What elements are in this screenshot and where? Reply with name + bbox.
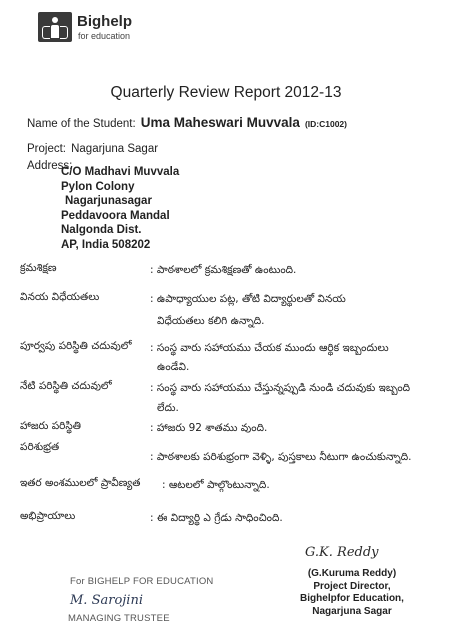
review-key: వినయ విధేయతలు [20, 291, 100, 303]
address-line: Nalgonda Dist. [61, 224, 142, 237]
address-line: C/O Madhavi Muvvala [61, 166, 180, 178]
review-value-cont: లేదు. [157, 402, 179, 414]
director-signature: G.K. Reddy [305, 545, 379, 560]
review-value: : సంస్థ వారు సహాయము చేయక ముందు ఆర్థిక ఇబ్బందులు [150, 342, 389, 354]
review-value: : సంస్థ వారు సహాయము చేస్తున్నప్పుడి నుండి చదువుకు ఇబ్బంది [150, 382, 411, 394]
project-row [27, 137, 158, 156]
review-value: : హాజరు 92 శాతము వుంది. [150, 422, 268, 434]
review-key: పరిశుభ్రత [20, 441, 60, 453]
student-name: Uma Maheswari Muvvala [140, 115, 300, 130]
review-key: పూర్వపు పరిస్థితి చదువులో [20, 340, 132, 352]
report-title: Quarterly Review Report 2012-13 [110, 84, 342, 101]
director-place: Nagarjuna Sagar [312, 605, 392, 617]
trustee-signature: M. Sarojini [70, 593, 143, 608]
director-block [292, 568, 412, 618]
review-value: : పాఠశాలలో క్రమశిక్షణతో ఉంటుంది. [150, 264, 297, 276]
student-name-label: Name of the Student: [27, 118, 136, 130]
address-line: AP, India 508202 [61, 238, 151, 251]
review-value: : ఆటలలో పాల్గొంటున్నాది. [162, 479, 270, 491]
address-block [61, 165, 179, 253]
review-key: క్రమశిక్షణ [20, 262, 57, 274]
review-key: హాజరు పరిస్థితి [20, 420, 81, 432]
review-key: నేటి పరిస్థితి చదువులో [20, 380, 112, 392]
student-id: (ID:C1002) [304, 119, 347, 129]
review-value-cont: ఉండేవి. [157, 361, 190, 373]
review-key: ఇతర అంశములలో ప్రావీణ్యత [20, 477, 141, 489]
project-label: Project: [27, 143, 66, 155]
review-value: : ఉపాధ్యాయుల పట్ల, తోటి విద్యార్థులతో వినయ [150, 293, 346, 305]
address-line: Pylon Colony [61, 180, 135, 193]
brand-name: Bighelp [77, 13, 132, 30]
review-value: : పాఠశాలకు పరిశుభ్రంగా వెళ్ళి, పుస్తకాలు నీటుగా ఉంచుకున్నాది. [150, 451, 412, 463]
brand-tagline: for education [78, 31, 131, 41]
director-org: Bighelpfor Education, [300, 593, 404, 604]
address-line: Nagarjunasagar [65, 195, 152, 208]
trustee-role: MANAGING TRUSTEE [68, 613, 170, 624]
director-name: (G.Kuruma Reddy) [307, 568, 397, 579]
address-line: Peddavoora Mandal [61, 209, 170, 222]
trustee-org: For BIGHELP FOR EDUCATION [70, 576, 214, 587]
director-title: Project Director, [313, 580, 391, 592]
review-key: అభిప్రాయాలు [20, 510, 76, 522]
project-value: Nagarjuna Sagar [71, 143, 159, 155]
bighelp-logo-icon [38, 12, 72, 42]
address-label: Address: [27, 160, 73, 172]
review-value: : ఈ విద్యార్థి ఎ గ్రేడు సాధించింది. [150, 512, 283, 524]
review-value-cont: విధేయతలు కలిగి ఉన్నాది. [157, 315, 265, 327]
student-name-row [27, 112, 347, 131]
